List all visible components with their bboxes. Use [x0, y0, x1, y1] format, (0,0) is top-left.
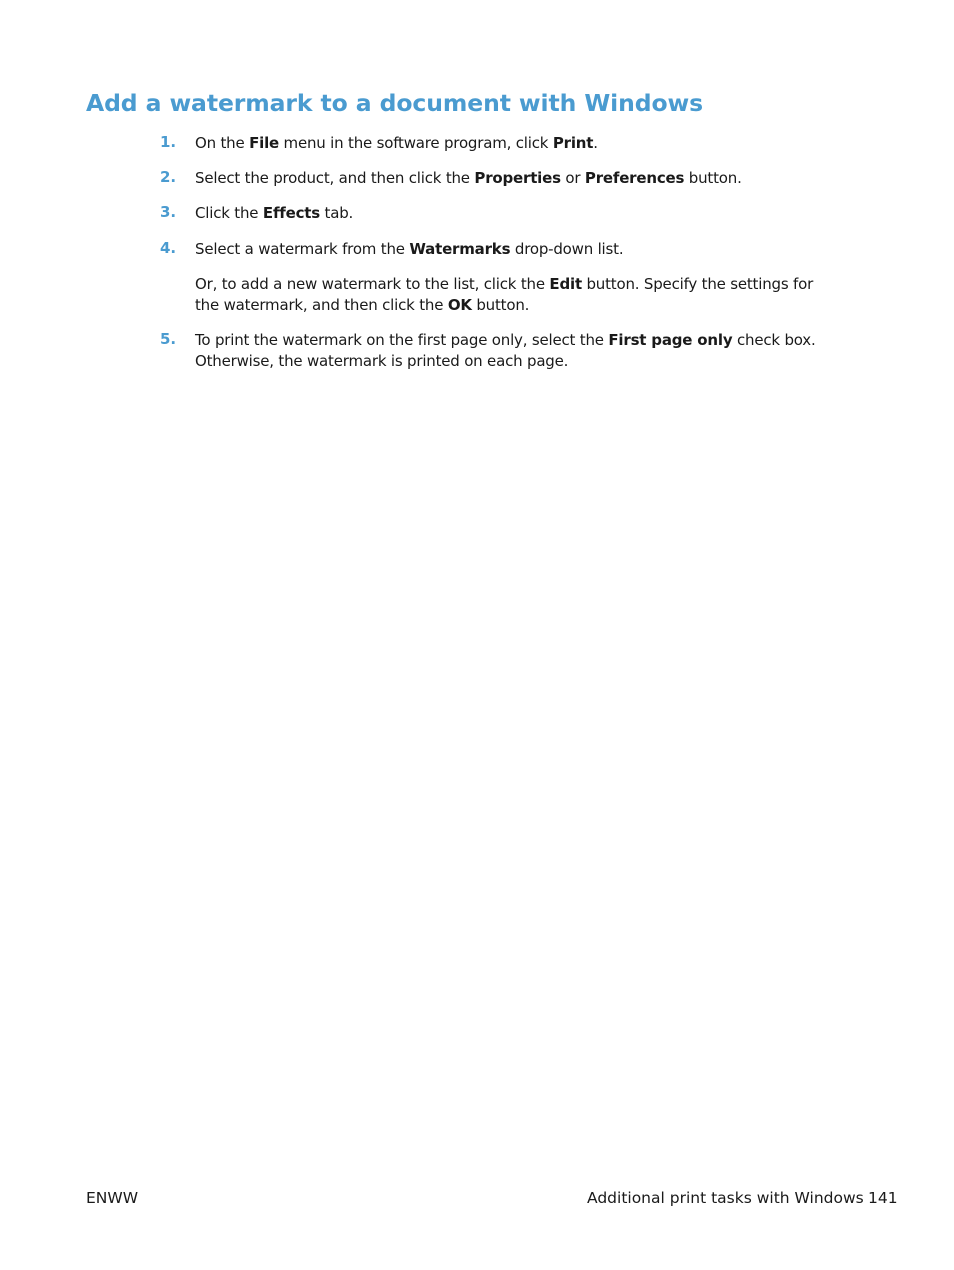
page-number: 141 [868, 1189, 898, 1207]
text-run: Click the [195, 204, 263, 222]
footer-section-title: Additional print tasks with Windows [587, 1189, 864, 1207]
text-run: drop-down list. [510, 240, 624, 258]
text-run: button. [684, 169, 742, 187]
text-run: Select the product, and then click the [195, 169, 475, 187]
text-run: . [593, 134, 598, 152]
step-text [195, 168, 885, 189]
ui-term: Print [552, 134, 594, 152]
step-number: 3. [160, 203, 177, 221]
text-run: Or, to add a new watermark to the list, click the [195, 275, 550, 293]
ui-term: Edit [549, 275, 582, 293]
step-extra-text [195, 274, 815, 316]
step-number: 1. [160, 133, 177, 151]
ui-term: Effects [262, 204, 320, 222]
ui-term: Preferences [584, 169, 685, 187]
step-text [195, 239, 885, 260]
text-run: or [560, 169, 585, 187]
text-run: Select a watermark from the [195, 240, 410, 258]
text-run: button. [471, 296, 530, 314]
text-run: check box. Otherwise, the watermark is printed on each page. [195, 331, 816, 370]
step-text [195, 203, 885, 224]
ui-term: OK [447, 296, 472, 314]
step-number: 5. [160, 330, 177, 348]
footer-left: ENWW [86, 1189, 139, 1207]
step-number: 4. [160, 239, 177, 257]
text-run: tab. [319, 204, 354, 222]
text-run: button. Specify the settings for the watermark, and then click the [195, 275, 814, 314]
text-run: To print the watermark on the first page only, select the [195, 331, 609, 349]
step-text [195, 330, 885, 372]
step-number: 2. [160, 168, 177, 186]
ui-term: First page only [608, 331, 733, 349]
ui-term: Properties [474, 169, 561, 187]
ui-term: File [249, 134, 279, 152]
text-run: menu in the software program, click [278, 134, 553, 152]
step-text [195, 133, 885, 154]
ui-term: Watermarks [409, 240, 511, 258]
text-run: On the [195, 134, 250, 152]
page-title: Add a watermark to a document with Windows [86, 89, 704, 117]
